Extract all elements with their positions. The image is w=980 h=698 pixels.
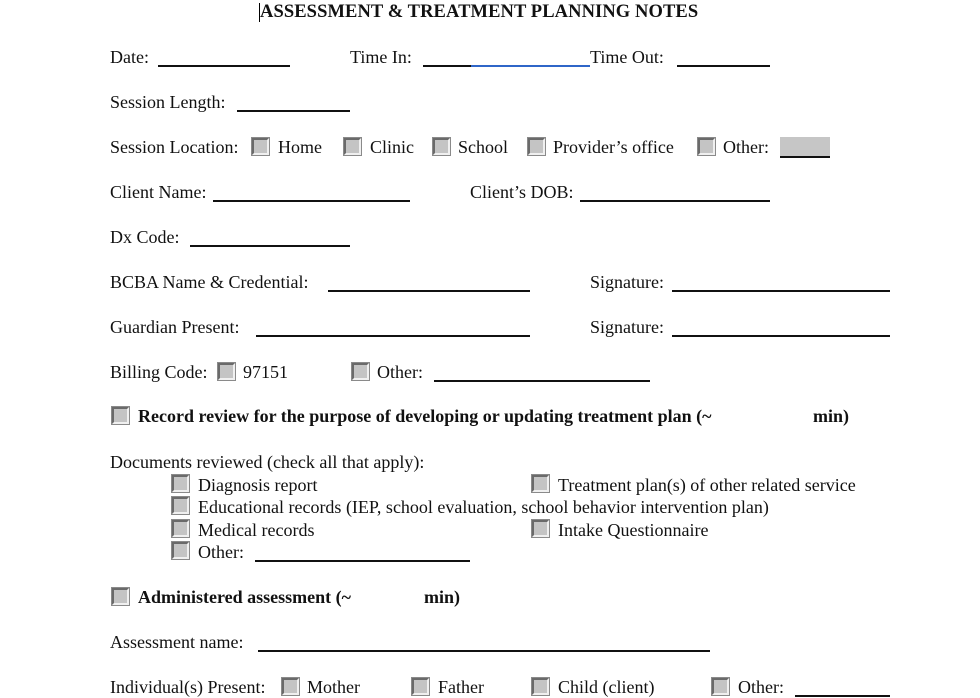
client-name-field[interactable] [213,200,410,202]
guardian-label: Guardian Present: [110,317,240,337]
record-review-min: min) [813,406,849,426]
session-location-label: Session Location: [110,137,239,157]
billing-other-field[interactable] [434,380,650,382]
documents-other-field[interactable] [255,560,470,562]
session-length-field[interactable] [237,110,350,112]
administered-checkbox[interactable] [112,588,129,605]
guardian-signature-label: Signature: [590,317,664,337]
father-checkbox[interactable] [412,678,429,695]
billing-other-label: Other: [377,362,423,382]
dx-code-field[interactable] [190,245,350,247]
providers-office-checkbox[interactable] [528,138,545,155]
individuals-label: Individual(s) Present: [110,677,266,697]
client-name-label: Client Name: [110,182,207,202]
billing-other-checkbox[interactable] [352,363,369,380]
time-in-field[interactable] [423,65,471,67]
other-location-field[interactable] [780,137,830,157]
providers-office-option: Provider’s office [553,137,674,157]
bcba-field[interactable] [328,290,530,292]
diagnosis-option: Diagnosis report [198,475,318,495]
mother-option: Mother [307,677,360,697]
guardian-signature-field[interactable] [672,335,890,337]
record-review-checkbox[interactable] [112,407,129,424]
home-option: Home [278,137,322,157]
bcba-label: BCBA Name & Credential: [110,272,309,292]
time-out-field[interactable] [677,65,770,67]
documents-other-checkbox[interactable] [172,542,189,559]
session-length-label: Session Length: [110,92,226,112]
school-checkbox[interactable] [433,138,450,155]
assessment-name-label: Assessment name: [110,632,244,652]
clinic-option: Clinic [370,137,414,157]
billing-code-label: Billing Code: [110,362,208,382]
clinic-checkbox[interactable] [344,138,361,155]
date-label: Date: [110,47,149,67]
intake-checkbox[interactable] [532,520,549,537]
other-location-option: Other: [723,137,769,157]
individuals-other-field[interactable] [795,695,890,697]
school-option: School [458,137,509,157]
mother-checkbox[interactable] [282,678,299,695]
treatment-plans-checkbox[interactable] [532,475,549,492]
documents-heading: Documents reviewed (check all that apply): [110,452,425,472]
dx-code-label: Dx Code: [110,227,180,247]
individuals-other-checkbox[interactable] [712,678,729,695]
child-checkbox[interactable] [532,678,549,695]
educational-option: Educational records (IEP, school evaluation, school behavior intervention plan) [198,497,769,517]
other-location-underline [780,156,830,158]
record-review-text: Record review for the purpose of developing or updating treatment plan (~ [138,406,712,426]
treatment-plans-option: Treatment plan(s) of other related service [558,475,856,495]
administered-text: Administered assessment (~ [138,587,352,607]
assessment-name-field[interactable] [258,650,710,652]
form-title: ASSESSMENT & TREATMENT PLANNING NOTES [260,2,699,22]
bcba-signature-label: Signature: [590,272,664,292]
medical-checkbox[interactable] [172,520,189,537]
diagnosis-checkbox[interactable] [172,475,189,492]
intake-option: Intake Questionnaire [558,520,709,540]
client-dob-field[interactable] [580,200,770,202]
client-dob-label: Client’s DOB: [470,182,574,202]
bcba-signature-field[interactable] [672,290,890,292]
billing-97151-checkbox[interactable] [218,363,235,380]
billing-97151-option: 97151 [243,362,288,382]
time-in-field-highlight[interactable] [471,65,590,67]
date-field[interactable] [158,65,290,67]
administered-min: min) [424,587,460,607]
educational-checkbox[interactable] [172,497,189,514]
other-location-checkbox[interactable] [698,138,715,155]
documents-other-label: Other: [198,542,244,562]
father-option: Father [438,677,484,697]
child-option: Child (client) [558,677,655,697]
home-checkbox[interactable] [252,138,269,155]
time-out-label: Time Out: [590,47,664,67]
medical-option: Medical records [198,520,315,540]
individuals-other-label: Other: [738,677,784,697]
time-in-label: Time In: [350,47,412,67]
guardian-field[interactable] [256,335,530,337]
